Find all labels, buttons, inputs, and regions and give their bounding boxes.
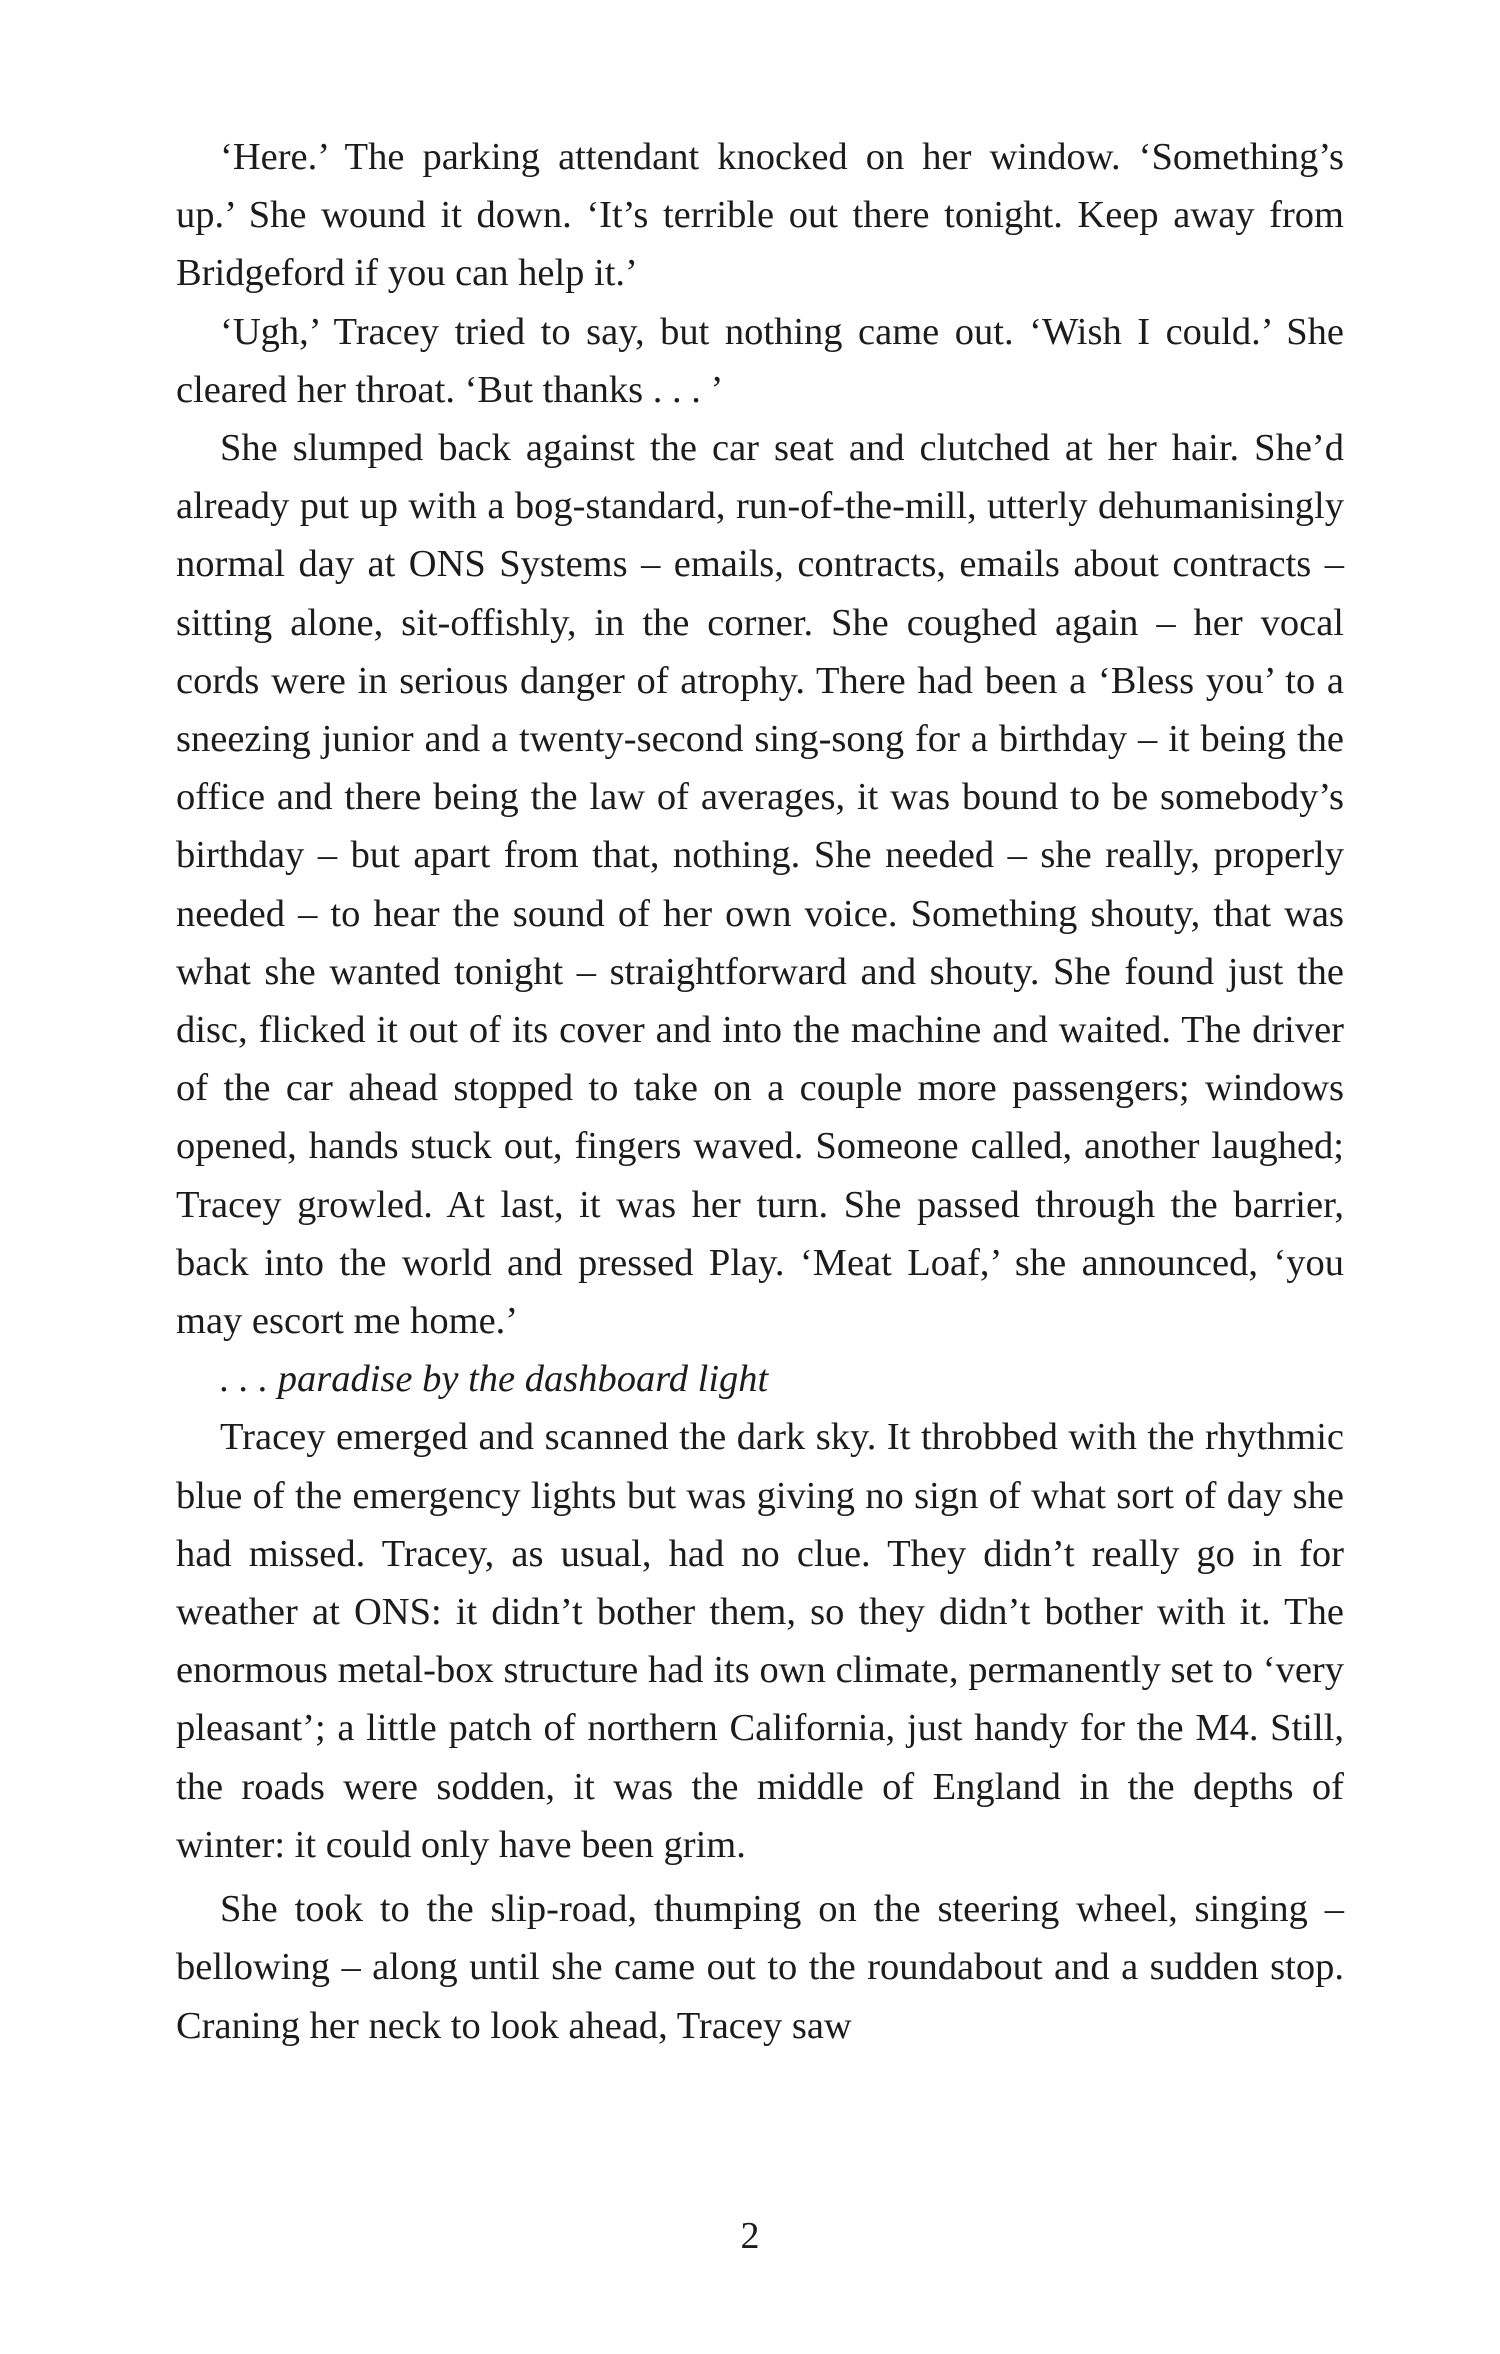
paragraph-tracey-reply: ‘Ugh,’ Tracey tried to say, but nothing came out. ‘Wish I could.’ She cleared her throat. ‘But thanks . . . ’ [176, 310, 1344, 411]
paragraph-parking-attendant: ‘Here.’ The parking attendant knocked on her window. ‘Something’s up.’ She wound it down. ‘It’s terrible out there tonight. Keep away from Bridgeford if you can help it.’ [176, 136, 1344, 295]
paragraph-slip-road: She took to the slip-road, thumping on the steering wheel, singing – bellowing – along until she came out to the roundabout and a sudden stop. Craning her neck to look ahead, Tracey saw [176, 1888, 1344, 2047]
lyric-line: . . . paradise by the dashboard light [220, 1358, 769, 1401]
paragraph-slumped-back: She slumped back against the car seat and clutched at her hair. She’d already put up with a bog-standard, run-of-the-mill, utterly dehumanisingly normal day at ONS Systems – emails, contracts, emails about contracts – sitting alone, sit-offishly, in the corner. She coughed again – her vocal cords were in serious danger of atrophy. There had been a ‘Bless you’ to a sneezing junior and a twenty-second sing-song for a birthday – it being the office and there being the law of averages, it was bound to be somebody’s birthday – but apart from that, nothing. She needed – she really, properly needed – to hear the sound of her own voice. Something shouty, that was what she wanted tonight – straightforward and shouty. She found just the disc, flicked it out of its cover and into the machine and waited. The driver of the car ahead stopped to take on a couple more passengers; windows opened, hands stuck out, fingers waved. Someone called, another laughed; Tracey growled. At last, it was her turn. She passed through the barrier, back into the world and pressed Play. ‘Meat Loaf,’ she announced, ‘you may escort me home.’ [176, 427, 1344, 1343]
page-number: 2 [740, 2215, 760, 2257]
body-text [176, 128, 1344, 2055]
paragraph-tracey-emerged: Tracey emerged and scanned the dark sky. It throbbed with the rhythmic blue of the emergency lights but was giving no sign of what sort of day she had missed. Tracey, as usual, had no clue. They didn’t really go in for weather at ONS: it didn’t bother them, so they didn’t bother with it. The enormous metal-box structure had its own climate, permanently set to ‘very pleasant’; a little patch of northern California, just handy for the M4. Still, the roads were sodden, it was the middle of England in the depths of winter: it could only have been grim. [176, 1416, 1344, 1866]
